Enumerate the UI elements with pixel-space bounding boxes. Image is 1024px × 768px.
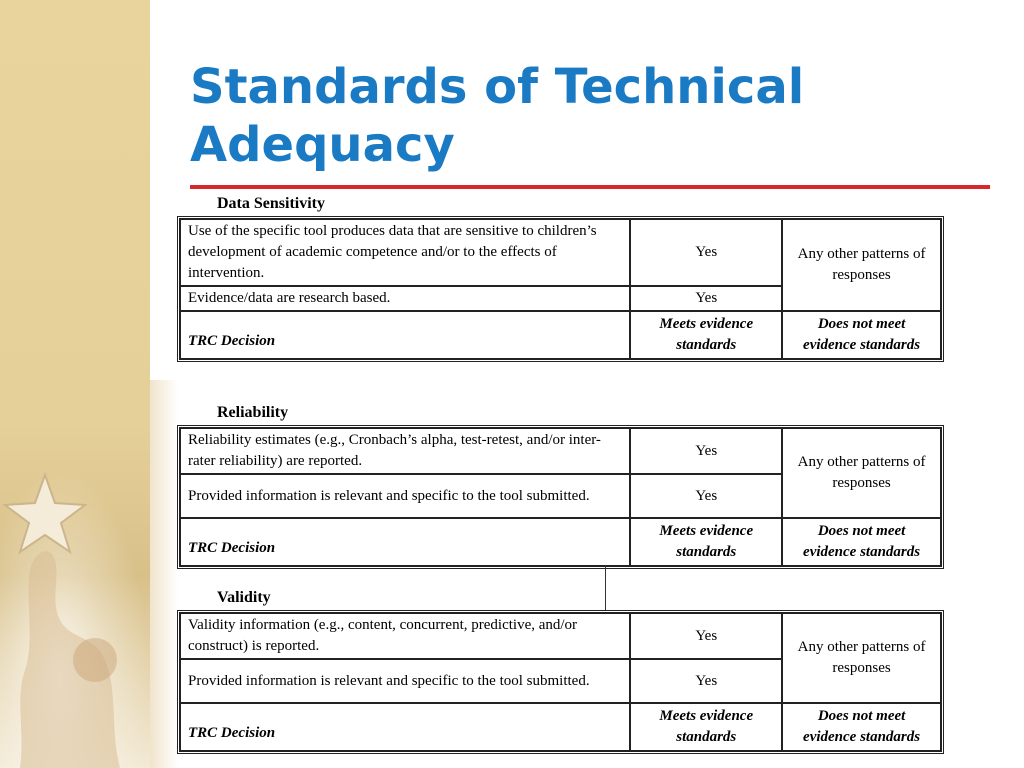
- other-patterns-cell: Any other patterns of responses: [782, 428, 941, 518]
- does-not-meet-cell: Does not meet evidence standards: [782, 311, 941, 359]
- criterion-cell: Provided information is relevant and specific to the tool submitted.: [180, 659, 630, 703]
- criterion-cell: Evidence/data are research based.: [180, 286, 630, 311]
- validity-table: [177, 610, 944, 754]
- does-not-meet-cell: Does not meet evidence standards: [782, 703, 941, 751]
- yes-cell: Yes: [630, 659, 782, 703]
- meets-standards-cell: Meets evidence standards: [630, 518, 782, 566]
- section-label-reliability: Reliability: [217, 404, 289, 421]
- section-label-validity: Validity: [217, 589, 271, 606]
- criterion-cell: Provided information is relevant and specific to the tool submitted.: [180, 474, 630, 518]
- criterion-cell: Validity information (e.g., content, concurrent, predictive, and/or construct) is reported.: [180, 613, 630, 659]
- yes-cell: Yes: [630, 286, 782, 311]
- yes-cell: Yes: [630, 613, 782, 659]
- trc-decision-label: TRC Decision: [180, 703, 630, 751]
- other-patterns-cell: Any other patterns of responses: [782, 613, 941, 703]
- yes-cell: Yes: [630, 474, 782, 518]
- section-label-data-sensitivity: Data Sensitivity: [217, 195, 325, 212]
- criterion-cell: Reliability estimates (e.g., Cronbach’s alpha, test-retest, and/or inter-rater reliability) are reported.: [180, 428, 630, 474]
- trc-decision-label: TRC Decision: [180, 518, 630, 566]
- title-divider: [190, 185, 990, 189]
- meets-standards-cell: Meets evidence standards: [630, 703, 782, 751]
- trc-decision-label: TRC Decision: [180, 311, 630, 359]
- does-not-meet-cell: Does not meet evidence standards: [782, 518, 941, 566]
- data-sensitivity-table: [177, 216, 944, 362]
- yes-cell: Yes: [630, 219, 782, 286]
- child-silhouette-image: [0, 540, 160, 768]
- yes-cell: Yes: [630, 428, 782, 474]
- slide-title: Standards of Technical Adequacy: [190, 59, 805, 173]
- reliability-table: [177, 425, 944, 569]
- meets-standards-cell: Meets evidence standards: [630, 311, 782, 359]
- criterion-cell: Use of the specific tool produces data that are sensitive to children’s development of academic competence and/or to the effects of intervention.: [180, 219, 630, 286]
- other-patterns-cell: Any other patterns of responses: [782, 219, 941, 311]
